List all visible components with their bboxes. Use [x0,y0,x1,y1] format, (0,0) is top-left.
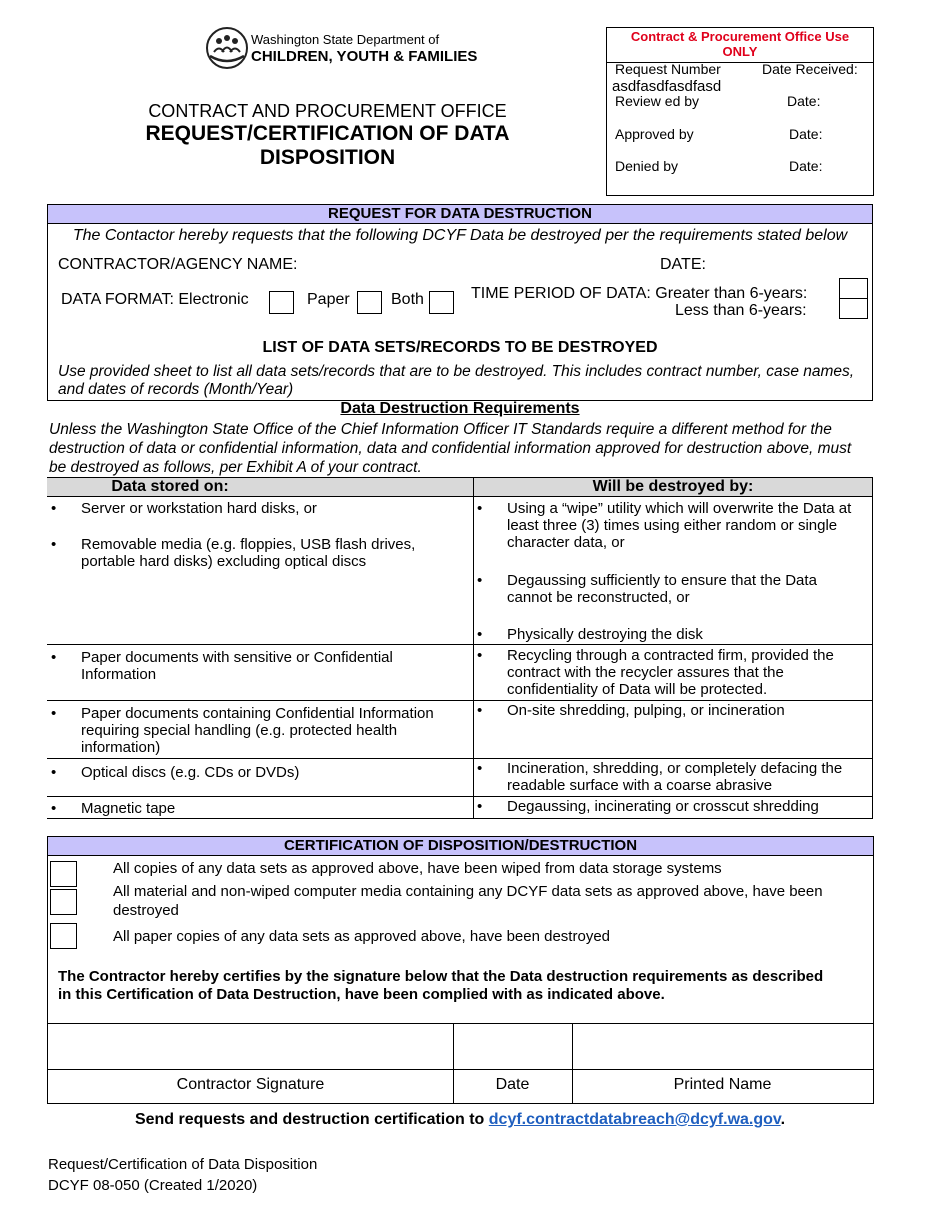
request-number-value[interactable]: asdfasdfasdfasd [612,78,722,95]
form-title: Request/Certification of Data Disposition [48,1156,318,1173]
printed-name-label: Printed Name [673,1076,772,1093]
denied-by-label: Denied by [615,158,679,174]
signature-date-field[interactable] [454,1024,571,1068]
printed-name-field[interactable] [573,1024,872,1068]
table-row: • Removable media (e.g. floppies, USB flash drives, portable hard disks) excluding optical discs [51,536,416,570]
requirements-heading: Data Destruction Requirements [340,400,580,417]
table-row: • Optical discs (e.g. CDs or DVDs) [51,764,300,781]
table-row: • Incineration, shredding, or completely defacing the readable surface with a coarse abrasive [477,760,843,794]
certification-heading: CERTIFICATION OF DISPOSITION/DESTRUCTION [48,837,873,856]
denied-date-label: Date: [789,158,823,174]
wiped-checkbox[interactable] [50,861,77,887]
both-label: Both [391,291,424,308]
table-row: • On-site shredding, pulping, or incineration [477,702,785,719]
page-title-line1: REQUEST/CERTIFICATION OF DATA [145,122,510,145]
cert-item-2-line1: All material and non-wiped computer media containing any DCYF data sets as approved above, have been [113,883,823,900]
request-heading: REQUEST FOR DATA DESTRUCTION [48,205,872,224]
table-row: • Degaussing, incinerating or crosscut shredding [477,798,819,815]
media-destroyed-checkbox[interactable] [50,889,77,915]
agency-name-line2: CHILDREN, YOUTH & FAMILIES [251,48,478,65]
send-instructions [47,1111,873,1129]
table-row: • Paper documents containing Confidential Information requiring special handling (e.g. protected health information) [51,705,434,756]
less-than-label: Less than 6-years: [675,302,807,319]
greater-than-checkbox[interactable] [839,278,868,299]
reviewed-date-label: Date: [787,93,821,109]
approved-by-label: Approved by [615,126,694,142]
both-checkbox[interactable] [429,291,454,314]
form-number: DCYF 08-050 (Created 1/2020) [48,1177,258,1194]
cert-statement-line1: The Contractor hereby certifies by the signature below that the Data destruction requirements as described [58,968,824,985]
cert-item-1: All copies of any data sets as approved above, have been wiped from data storage systems [113,860,722,877]
table-row: • Using a “wipe” utility which will overwrite the Data at least three (3) times using either random or single character data, or [477,500,852,551]
paper-destroyed-checkbox[interactable] [50,923,77,949]
approved-date-label: Date: [789,126,823,142]
office-use-heading: Contract & Procurement Office Use ONLY [607,28,873,63]
signature-label: Contractor Signature [176,1076,325,1093]
data-format-label: DATA FORMAT: Electronic [61,291,249,308]
time-period-label: TIME PERIOD OF DATA: Greater than 6-years: [471,285,808,302]
col-header-stored: Data stored on: [111,478,229,495]
send-period: . [780,1111,786,1128]
request-section [47,204,873,401]
table-row: • Paper documents with sensitive or Confidential Information [51,649,393,683]
request-intro: The Contactor hereby requests that the following DCYF Data be destroyed per the requirements stated below [72,227,848,244]
requirements-table [47,477,873,819]
request-date-label: DATE: [660,256,706,273]
table-row: • Degaussing sufficiently to ensure that the Data cannot be reconstructed, or [477,572,817,606]
request-number-label: Request Number [615,61,721,77]
paper-label: Paper [307,291,350,308]
table-row: • Recycling through a contracted firm, provided the contract with the recycler assures that the confidentiality of Data will be protected. [477,647,834,698]
office-use-box [606,27,874,196]
table-row: • Magnetic tape [51,800,176,817]
reviewed-by-label: Review ed by [615,93,700,109]
cert-statement-line2: in this Certification of Data Destruction, have been complied with as indicated above. [58,986,665,1003]
table-row: • Physically destroying the disk [477,626,703,643]
paper-checkbox[interactable] [357,291,382,314]
electronic-checkbox[interactable] [269,291,294,314]
less-than-checkbox[interactable] [839,298,868,319]
table-divider [473,478,474,818]
requirements-intro-line2: destruction of data or confidential information, data and confidential information approved for destruction above, must [49,440,852,457]
email-link[interactable]: dcyf.contractdatabreach@dcyf.wa.gov [488,1111,781,1128]
cert-item-3: All paper copies of any data sets as approved above, have been destroyed [113,928,610,945]
send-text: Send requests and destruction certification to [134,1111,489,1128]
page-title-line2: DISPOSITION [259,146,396,169]
office-name: CONTRACT AND PROCUREMENT OFFICE [148,101,507,121]
agency-logo [205,26,478,72]
table-row: • Server or workstation hard disks, or [51,500,317,517]
agency-name-line1: Washington State Department of [251,32,440,47]
signature-date-label: Date [495,1076,530,1093]
signature-field[interactable] [49,1024,452,1068]
date-received-label: Date Received: [762,61,858,77]
contractor-name-label: CONTRACTOR/AGENCY NAME: [58,256,298,273]
list-text-line1: Use provided sheet to list all data sets/records that are to be destroyed. This includes contract number, case names, [58,363,855,380]
requirements-intro-line1: Unless the Washington State Office of the Chief Information Officer IT Standards require a different method for the [49,421,832,438]
col-header-destroyed: Will be destroyed by: [592,478,754,495]
list-heading: LIST OF DATA SETS/RECORDS TO BE DESTROYED [262,339,658,356]
list-text-line2: and dates of records (Month/Year) [58,381,294,398]
cert-item-2-line2: destroyed [113,902,179,919]
family-logo-icon [205,26,249,70]
certification-section [47,836,874,1104]
requirements-intro-line3: be destroyed as follows, per Exhibit A of your contract. [49,459,422,476]
